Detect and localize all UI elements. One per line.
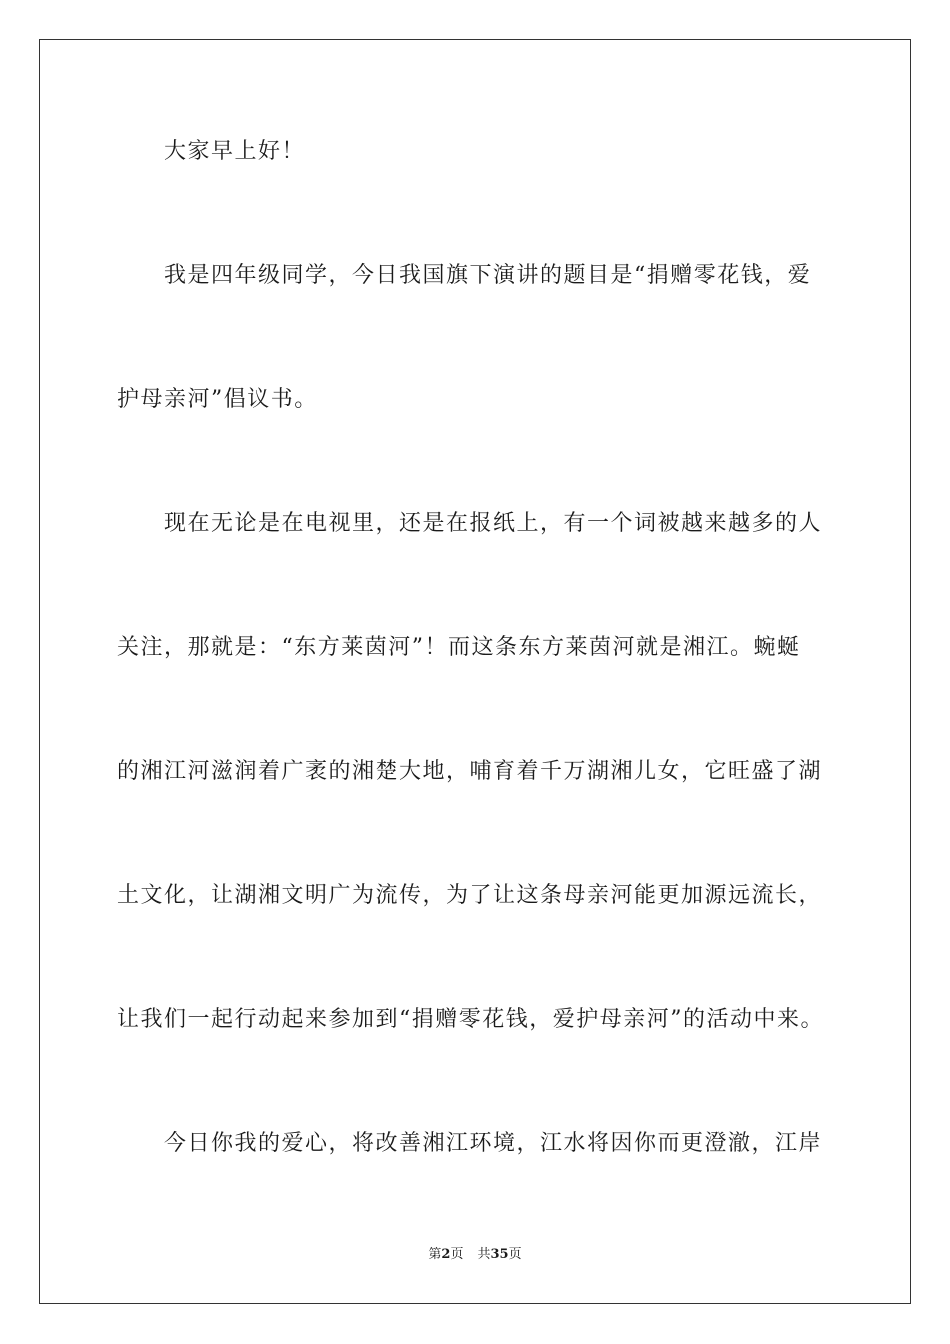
text-line: 今日你我的爱心，将改善湘江环境，江水将因你而更澄澈，江岸	[164, 1131, 823, 1156]
page-suffix: 页	[450, 1247, 464, 1262]
text-line: 的湘江河滋润着广袤的湘楚大地，哺育着千万湖湘儿女，它旺盛了湖	[117, 759, 823, 784]
total-suffix: 页	[508, 1247, 522, 1262]
text-line: 关注，那就是：“东方莱茵河”！而这条东方莱茵河就是湘江。蜿蜒	[117, 635, 801, 660]
page-footer	[0, 1246, 950, 1264]
text-line: 让我们一起行动起来参加到“捐赠零花钱，爱护母亲河”的活动中来。	[117, 1007, 824, 1032]
text-line: 我是四年级同学，今日我国旗下演讲的题目是“捐赠零花钱，爱	[164, 263, 812, 288]
page-number: 2	[441, 1247, 451, 1262]
text-line: 土文化，让湖湘文明广为流传，为了让这条母亲河能更加源远流长，	[117, 883, 823, 908]
text-line: 大家早上好！	[164, 139, 306, 164]
total-pages: 35	[490, 1247, 509, 1262]
page-border	[39, 39, 911, 1304]
page-prefix: 第	[428, 1247, 442, 1262]
total-prefix: 共	[477, 1247, 491, 1262]
text-line: 护母亲河”倡议书。	[117, 387, 318, 412]
text-line: 现在无论是在电视里，还是在报纸上，有一个词被越来越多的人	[164, 511, 823, 536]
